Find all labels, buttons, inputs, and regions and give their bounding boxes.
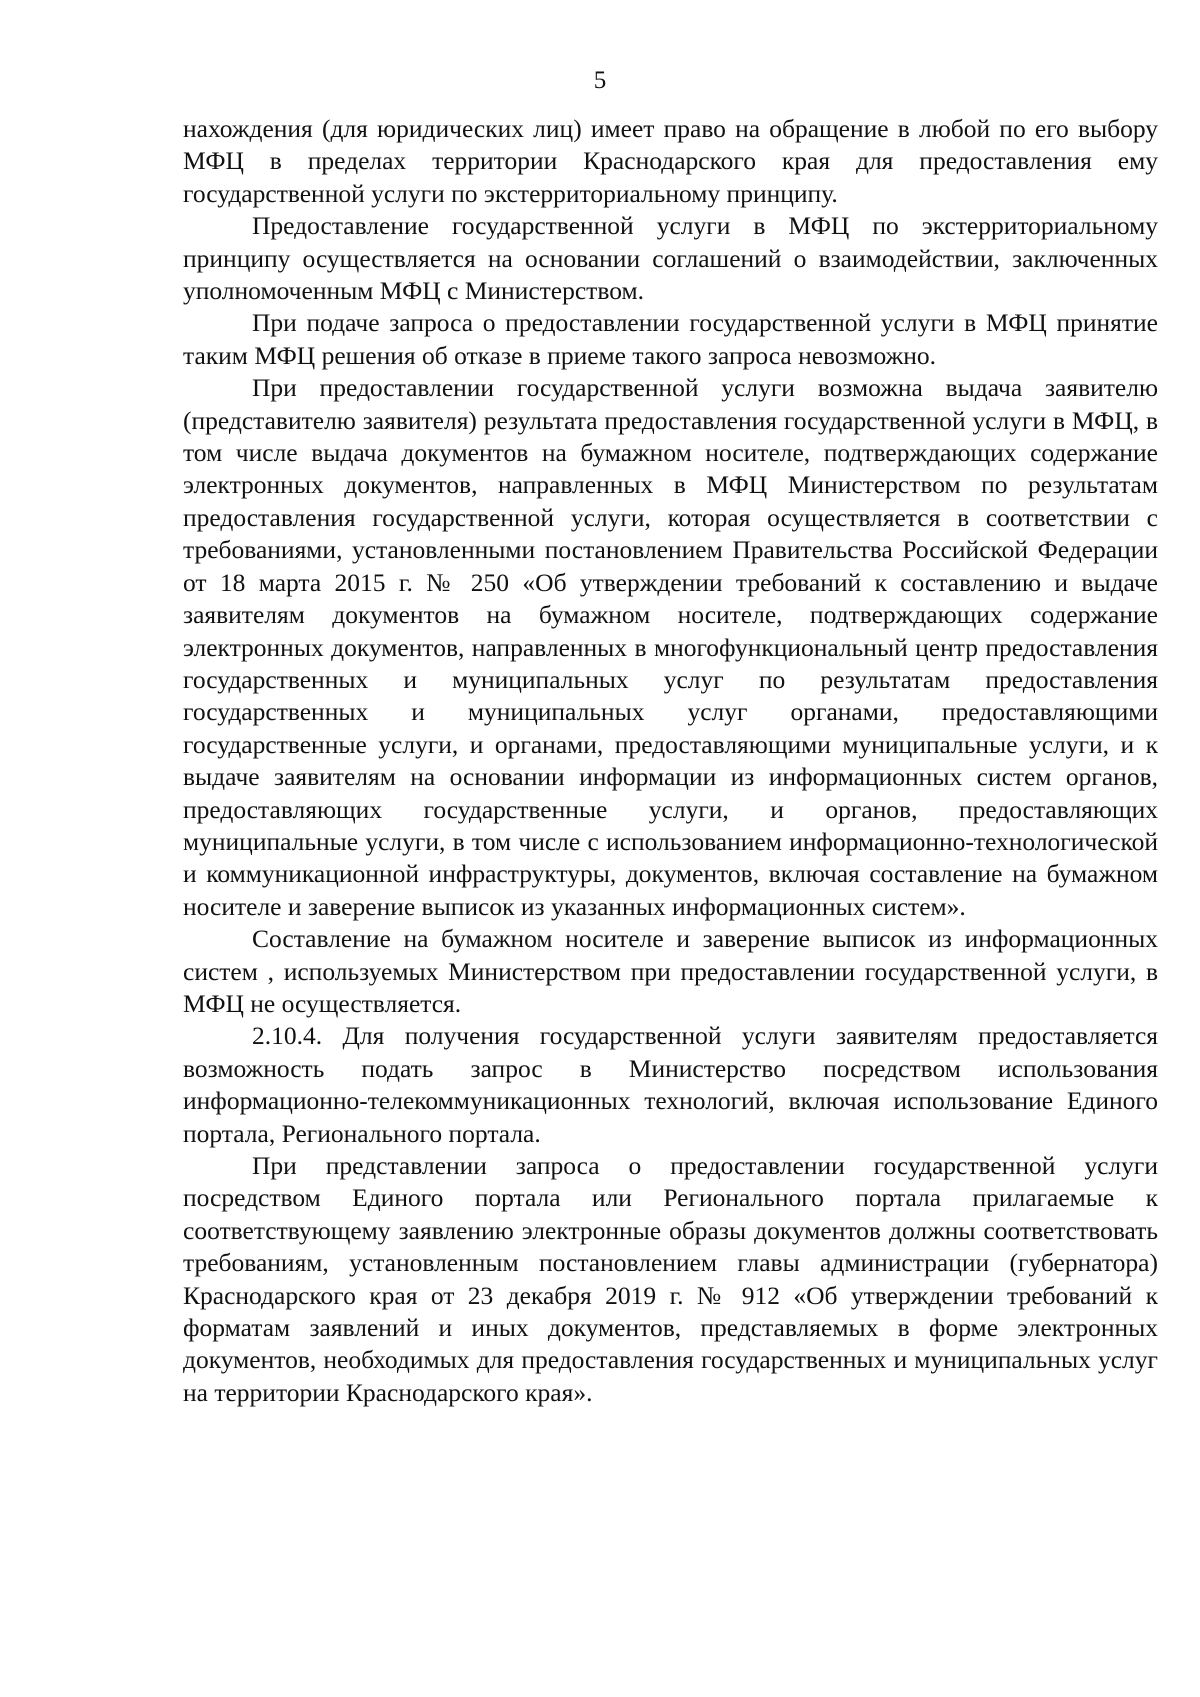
paragraph-result-issuance: При предоставлении государственной услуги возможна выдача заявителю (представителю заявителя) результата предоставления государственной услуги в МФЦ, в том числе выдача документов на бумажном носителе, подтверждающих содержание электронных документов, направленных в МФЦ Министерством по результатам предоставления государственной услуги, которая осуществляется в соответствии с требованиями, установленными постановлением Правительства Российской Федерации от 18 марта 2015 г. № 250 «Об утверждении требований к составлению и выдаче заявителям документов на бумажном носителе, подтверждающих содержание электронных документов, направленных в многофункциональный центр предоставления государственных и муниципальных услуг по результатам предоставления государственных и муниципальных услуг органами, предоставляющими государственные услуги, и органами, предоставляющими муниципальные услуги, и к выдаче заявителям на основании информации из информационных систем органов, предоставляющих государственные услуги, и органов, предоставляющих муниципальные услуги, в том числе с использованием информационно-технологической и коммуникационной инфраструктуры, документов, включая составление на бумажном носителе и заверение выписок из указанных информационных систем».	[183, 373, 1158, 921]
page-number: 5	[593, 67, 607, 94]
paragraph-portal-requirements: При представлении запроса о предоставлении государственной услуги посредством Единого портала или Регионального портала прилагаемые к соответствующему заявлению электронные образы документов должны соответствовать требованиям, установленным постановлением главы администрации (губернатора) Краснодарского края от 23 декабря 2019 г. № 912 «Об утверждении требований к форматам заявлений и иных документов, представляемых в форме электронных документов, необходимых для предоставления государственных и муниципальных услуг на территории Краснодарского края».	[183, 1151, 1158, 1407]
document-body	[183, 113, 1158, 1409]
paragraph-no-extracts: Составление на бумажном носителе и заверение выписок из информационных систем , используемых Министерством при предоставлении государственной услуги, в МФЦ не осуществляется.	[183, 924, 1158, 1018]
paragraph-extraterritorial: Предоставление государственной услуги в МФЦ по экстерриториальному принципу осуществляется на основании соглашений о взаимодействии, заключенных уполномоченным МФЦ с Министерством.	[183, 211, 1158, 306]
paragraph-continuation: нахождения (для юридических лиц) имеет право на обращение в любой по его выбору МФЦ в пределах территории Краснодарского края для предоставления ему государственной услуги по экстерриториальному принципу.	[183, 114, 1158, 208]
paragraph-no-refusal: При подаче запроса о предоставлении государственной услуги в МФЦ принятие таким МФЦ решения об отказе в приеме такого запроса невозможно.	[183, 308, 1158, 370]
paragraph-2-10-4: 2.10.4. Для получения государственной услуги заявителям предоставляется возможность подать запрос в Министерство посредством использования информационно-телекоммуникационных технологий, включая использование Единого портала, Регионального портала.	[183, 1021, 1158, 1148]
